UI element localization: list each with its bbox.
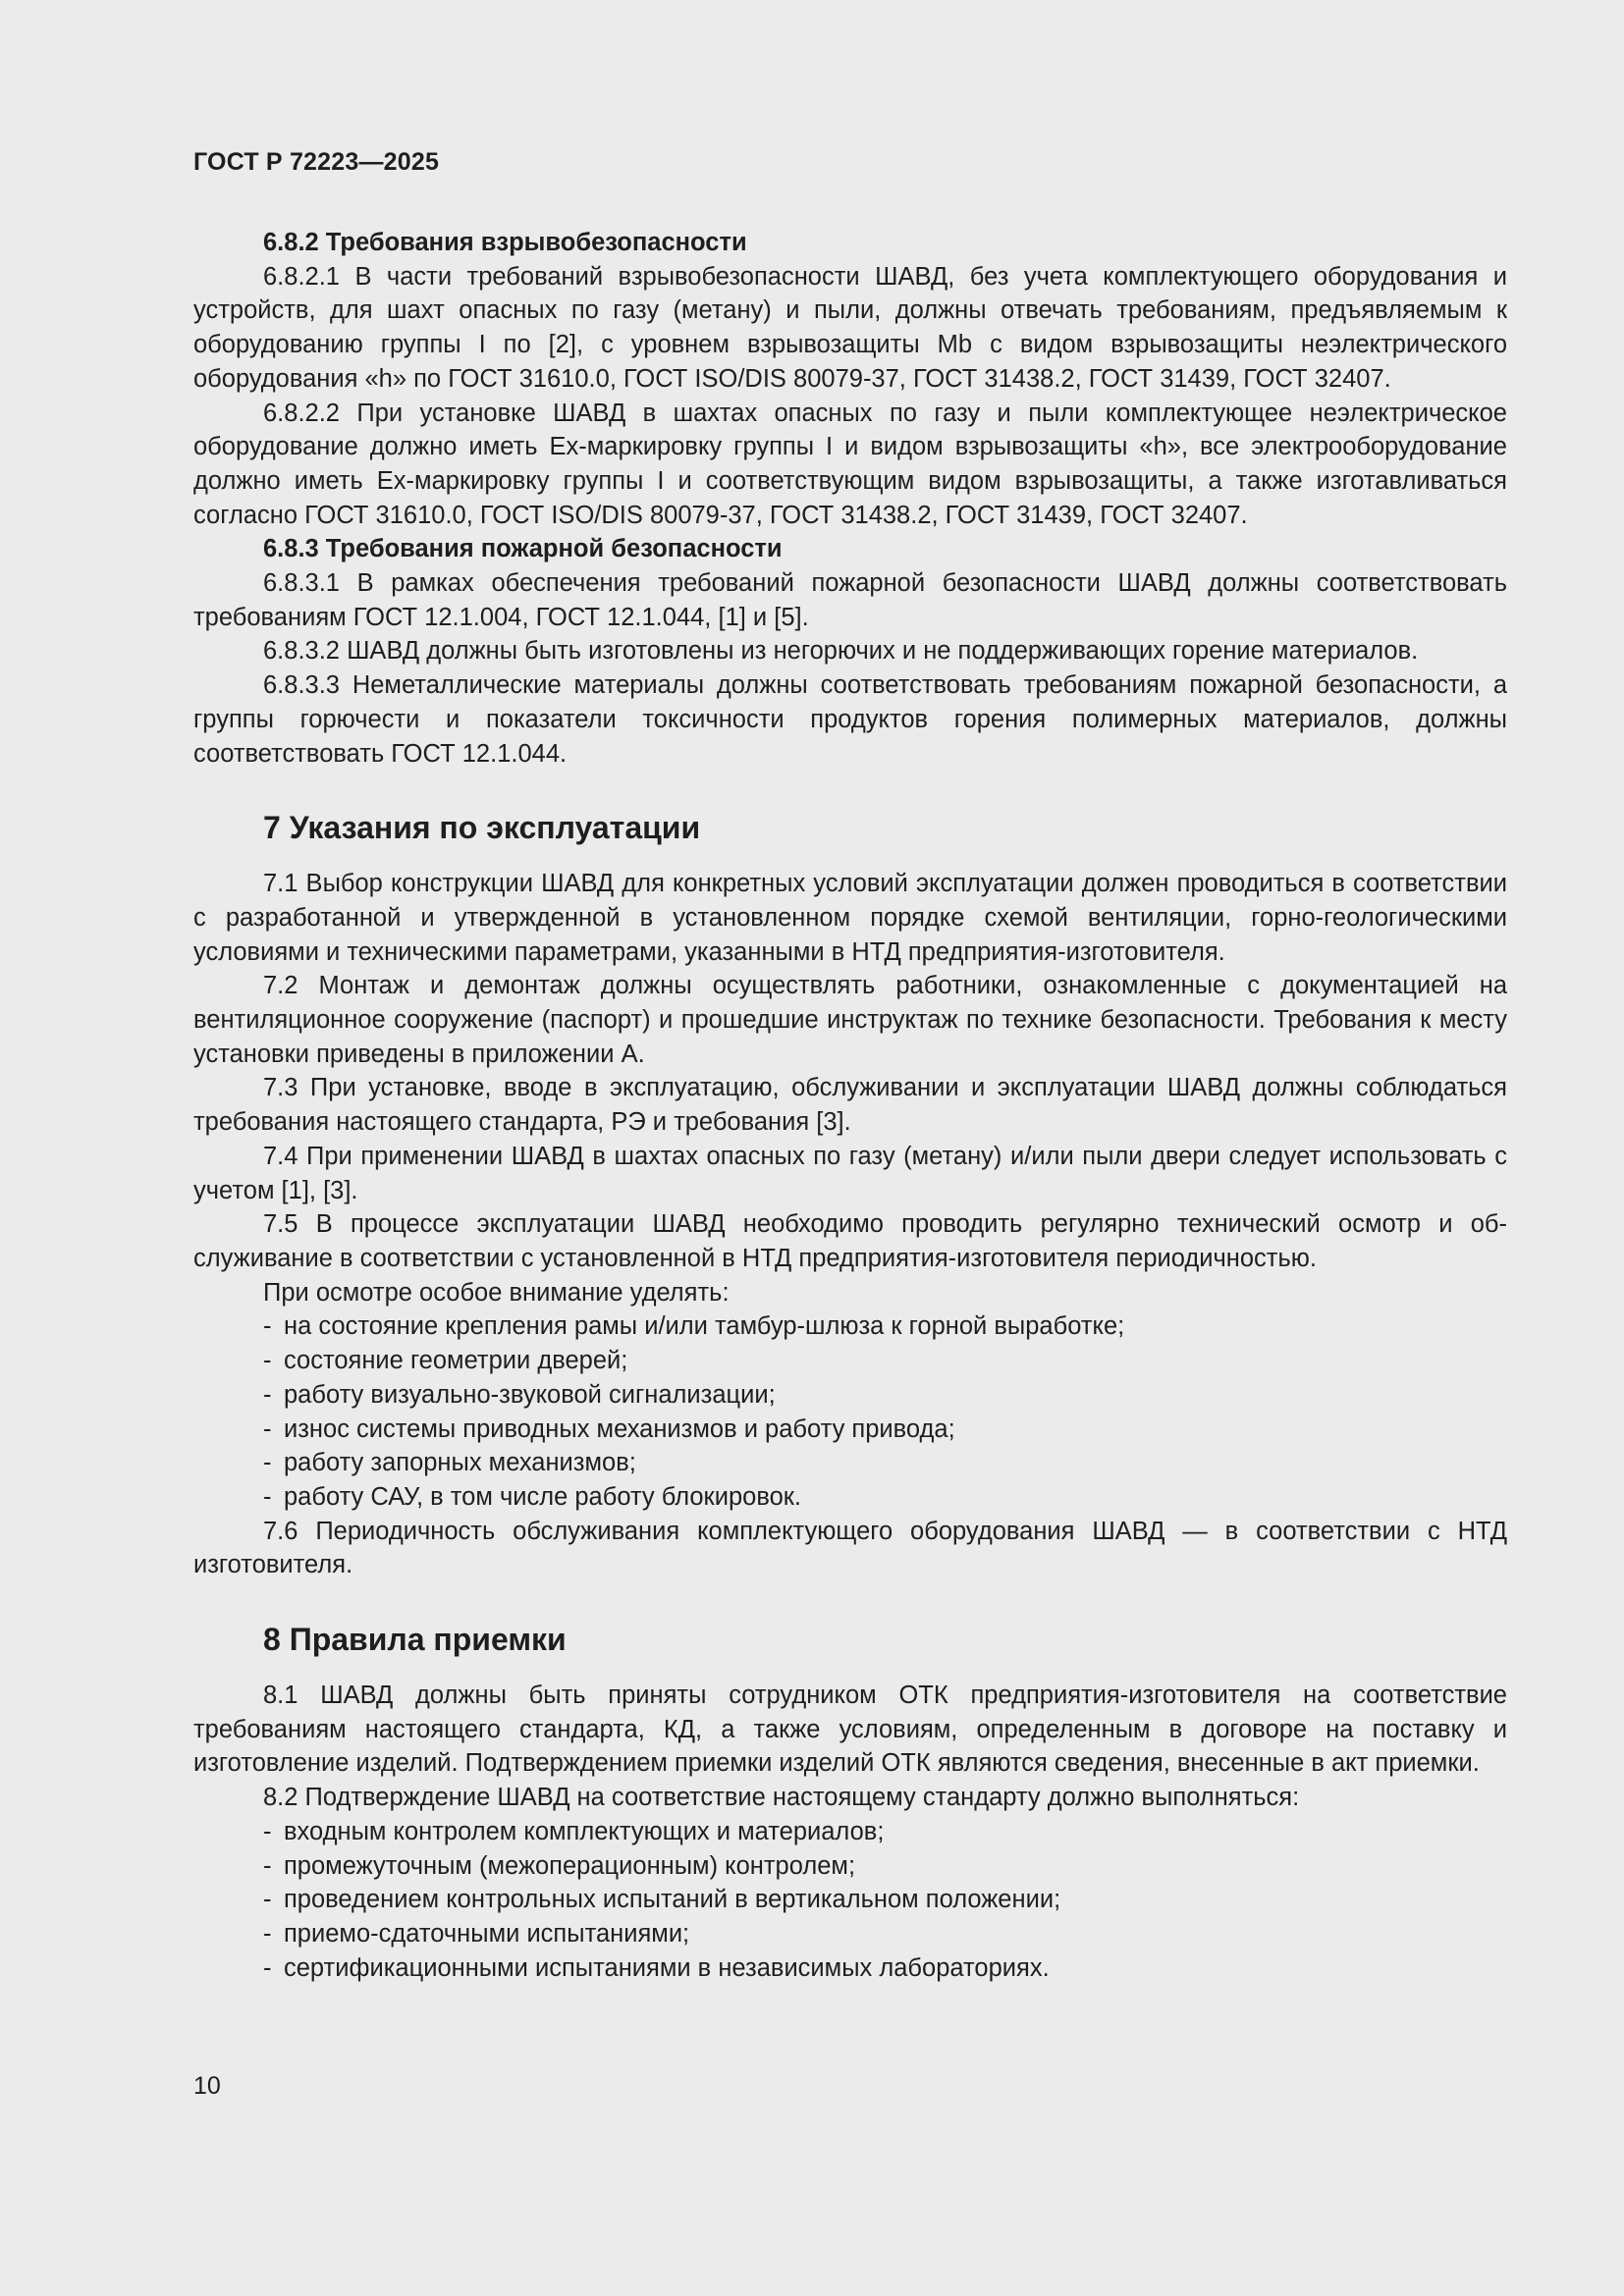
- list-item: - работу визуально-звуковой сигнализации;: [193, 1378, 1507, 1413]
- paragraph-8-1: 8.1 ШАВД должны быть приняты сотрудником ОТК предприятия-изготовителя на соответствие требованиям настоящего стандарта, КД, а также условиям, определенным в договоре на поставку и изготовление изделий. Подтверждением приемки изделий ОТК являются сведения, внесенные в акт приемки.: [193, 1682, 1507, 1778]
- list-item: - проведением контрольных испытаний в вертикальном положении;: [193, 1883, 1507, 1917]
- paragraph-7-4: 7.4 При применении ШАВД в шахтах опасных по газу (метану) и/или пыли двери следует использовать с учетом [1], [3].: [193, 1142, 1507, 1204]
- list-marker: -: [263, 1919, 272, 1948]
- paragraph-6-8-3-1: 6.8.3.1 В рамках обеспечения требований пожарной безопасности ШАВД должны соответствовать требованиям ГОСТ 12.1.004, ГОСТ 12.1.044, [1] и [5].: [193, 569, 1507, 631]
- paragraph-6-8-3-3: 6.8.3.3 Неметаллические материалы должны соответствовать требованиям пожарной безопасности, а группы горючести и показатели токсичности продуктов горения полимерных материалов, должны соответствовать ГОСТ 12.1.044.: [193, 671, 1507, 768]
- section-8-heading: 8 Правила приемки: [263, 1622, 567, 1658]
- list-marker: -: [263, 1482, 272, 1511]
- list-item: - приемо-сдаточными испытаниями;: [193, 1917, 1507, 1951]
- list-marker: -: [263, 1817, 272, 1845]
- paragraph-6-8-2-1: 6.8.2.1 В части требований взрывобезопасности ШАВД, без учета комплектующего оборудования и устройств, для шахт опасных по газу (метану) и пыли, должны отвечать требованиям, предъявляемым к оборудованию группы I по [2], с уровнем взрывозащиты Mb с видом взрывозащиты неэлектрического оборудования «h» по ГОСТ 31610.0, ГОСТ ISO/DIS 80079-37, ГОСТ 31438.2, ГОСТ 31439, ГОСТ 32407.: [193, 262, 1507, 393]
- list-item: - состояние геометрии дверей;: [193, 1344, 1507, 1378]
- section-6-8-2-heading: 6.8.2 Требования взрывобезопасности: [263, 229, 747, 256]
- list-item: - работу САУ, в том числе работу блокировок.: [193, 1480, 1507, 1515]
- list-marker: -: [263, 1380, 272, 1409]
- inspection-list: [193, 1309, 1507, 1514]
- list-item: - сертификационными испытаниями в независимых лабораториях.: [193, 1951, 1507, 1986]
- paragraph-7-6: 7.6 Периодичность обслуживания комплектующего оборудования ШАВД — в соответствии с НТД изготовителя.: [193, 1517, 1507, 1579]
- page-number: 10: [193, 2072, 221, 2100]
- section-6-8-3-heading: 6.8.3 Требования пожарной безопасности: [263, 535, 783, 563]
- paragraph-7-2: 7.2 Монтаж и демонтаж должны осуществлять работники, ознакомленные с документацией на вентиляционное сооружение (паспорт) и прошедшие инструктаж по технике безопасности. Требования к месту установки приведены в приложении А.: [193, 972, 1507, 1068]
- list-marker: -: [263, 1953, 272, 1982]
- list-item: - работу запорных механизмов;: [193, 1446, 1507, 1480]
- confirmation-list: [193, 1815, 1507, 1986]
- list-marker: -: [263, 1851, 272, 1880]
- paragraph-7-3: 7.3 При установке, вводе в эксплуатацию, обслуживании и эксплуатации ШАВД должны соблюдаться требования настоящего стандарта, РЭ и требования [3].: [193, 1074, 1507, 1137]
- list-marker: -: [263, 1886, 272, 1914]
- paragraph-7-1: 7.1 Выбор конструкции ШАВД для конкретных условий эксплуатации должен проводиться в соответствии с разработанной и утвержденной в установленном порядке схемой вентиляции, горно-геологическими условиями и техническими параметрами, указанными в НТД предприятия-изготовителя.: [193, 870, 1507, 966]
- document-header: ГОСТ Р 72223—2025: [193, 148, 440, 176]
- paragraph-6-8-2-2: 6.8.2.2 При установке ШАВД в шахтах опасных по газу и пыли комплектующее неэлектрическое оборудование должно иметь Ex-маркировку группы I и видом взрывозащиты «h», все электрооборудование должно иметь Ex-маркировку группы I и соответствующим видом взрывозащиты, а также изготавливаться согласно ГОСТ 31610.0, ГОСТ ISO/DIS 80079-37, ГОСТ 31438.2, ГОСТ 31439, ГОСТ 32407.: [193, 399, 1507, 529]
- list-item: - входным контролем комплектующих и материалов;: [193, 1815, 1507, 1849]
- paragraph-6-8-3-2: 6.8.3.2 ШАВД должны быть изготовлены из негорючих и не поддерживающих горение материалов.: [263, 637, 1419, 666]
- list-marker: -: [263, 1415, 272, 1443]
- paragraph-7-5: 7.5 В процессе эксплуатации ШАВД необходимо проводить регулярно технический осмотр и обслуживание в соответствии с установленной в НТД предприятия-изготовителя периодичностью.: [193, 1210, 1507, 1272]
- paragraph-7-5-intro: При осмотре особое внимание уделять:: [263, 1278, 730, 1307]
- list-item: - износ системы приводных механизмов и работу привода;: [193, 1413, 1507, 1447]
- list-item: - на состояние крепления рамы и/или тамбур-шлюза к горной выработке;: [193, 1309, 1507, 1344]
- list-marker: -: [263, 1347, 272, 1375]
- list-marker: -: [263, 1312, 272, 1341]
- document-body: [193, 226, 1507, 1985]
- paragraph-8-2: 8.2 Подтверждение ШАВД на соответствие настоящему стандарту должно выполняться:: [263, 1784, 1300, 1812]
- section-7-heading: 7 Указания по эксплуатации: [263, 810, 701, 846]
- list-item: - промежуточным (межоперационным) контролем;: [193, 1849, 1507, 1884]
- list-marker: -: [263, 1449, 272, 1477]
